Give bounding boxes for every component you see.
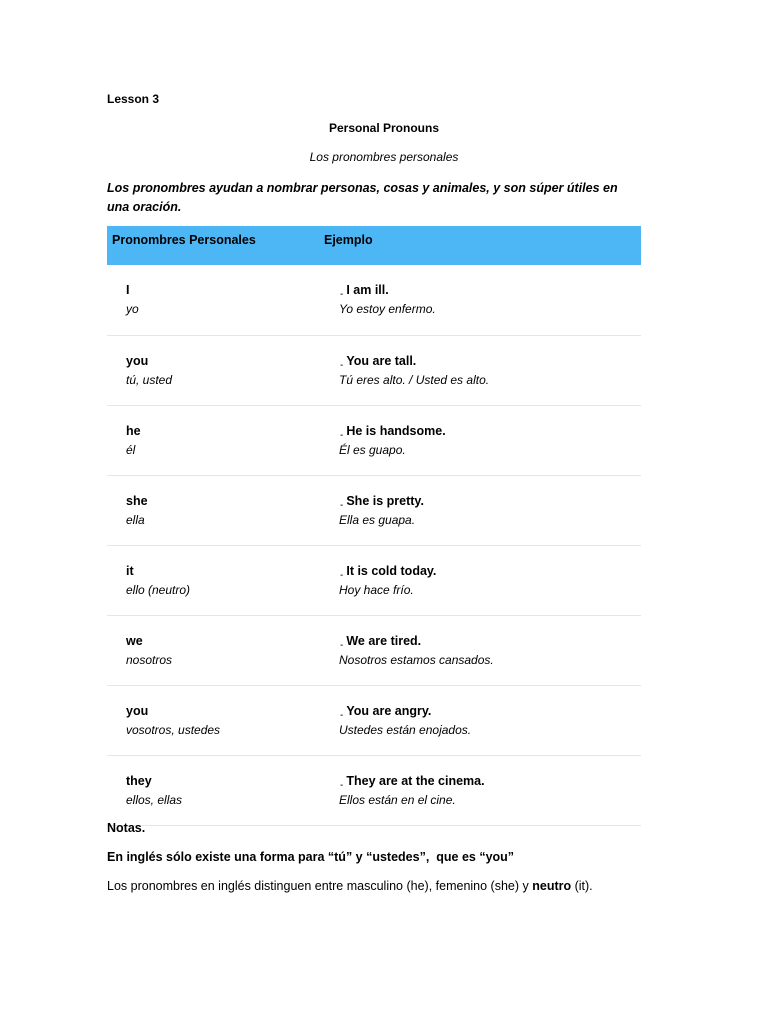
pronoun-spanish: vosotros, ustedes	[126, 723, 221, 737]
table-row	[107, 406, 641, 476]
note-you-form: En inglés sólo existe una forma para “tú” y “ustedes”, que es “you”	[107, 850, 515, 864]
pronoun-english: he	[126, 424, 141, 438]
example-english: $_-$ They are at the cinema.	[340, 774, 485, 791]
example-english: $_-$ We are tired.	[340, 634, 422, 651]
pronoun-english: she	[126, 494, 148, 508]
pronoun-spanish: nosotros	[126, 653, 173, 667]
example-english: $_-$ It is cold today.	[340, 564, 437, 581]
table-header	[107, 226, 641, 265]
pronoun-spanish: él	[126, 443, 136, 457]
example-english: $_-$ He is handsome.	[340, 424, 446, 441]
example-english: $_-$ You are tall.	[340, 354, 417, 371]
page-subtitle: Los pronombres personales	[309, 150, 459, 164]
example-spanish: Yo estoy enfermo.	[339, 302, 436, 316]
table-row	[107, 616, 641, 686]
pronoun-english: you	[126, 704, 149, 718]
pronoun-english: we	[126, 634, 143, 648]
table-row	[107, 686, 641, 756]
example-spanish: Nosotros estamos cansados.	[339, 653, 494, 667]
example-english: $_-$ I am ill.	[340, 283, 389, 300]
pronoun-spanish: ello (neutro)	[126, 583, 191, 597]
example-spanish: Hoy hace frío.	[339, 583, 414, 597]
intro-paragraph: Los pronombres ayudan a nombrar personas, cosas y animales, y son súper útiles en una oración.	[107, 181, 618, 214]
table-row	[107, 756, 641, 826]
example-spanish: Él es guapo.	[339, 443, 406, 457]
pronoun-english: you	[126, 354, 149, 368]
table-row	[107, 265, 641, 336]
example-english: $_-$ You are angry.	[340, 704, 432, 721]
pronoun-english: they	[126, 774, 152, 788]
example-english: $_-$ She is pretty.	[340, 494, 424, 511]
notes-heading: Notas.	[107, 821, 146, 835]
example-spanish: Ustedes están enojados.	[339, 723, 472, 737]
pronoun-spanish: yo	[126, 302, 139, 316]
example-spanish: Ellos están en el cine.	[339, 793, 456, 807]
pronoun-english: I	[126, 283, 130, 297]
pronoun-spanish: ella	[126, 513, 145, 527]
column-header-example: Ejemplo	[324, 233, 373, 247]
pronoun-spanish: ellos, ellas	[126, 793, 183, 807]
pronoun-spanish: tú, usted	[126, 373, 173, 387]
pronouns-table	[107, 226, 641, 826]
table-row	[107, 546, 641, 616]
table-row	[107, 336, 641, 406]
example-spanish: Tú eres alto. / Usted es alto.	[339, 373, 490, 387]
example-spanish: Ella es guapa.	[339, 513, 416, 527]
pronoun-english: it	[126, 564, 134, 578]
note-gender: Los pronombres en inglés distinguen entre masculino (he), femenino (she) y neutro (it).	[107, 879, 593, 893]
table-row	[107, 476, 641, 546]
column-header-pronouns: Pronombres Personales	[112, 233, 256, 247]
page-title: Personal Pronouns	[328, 121, 440, 135]
lesson-label: Lesson 3	[107, 92, 160, 106]
